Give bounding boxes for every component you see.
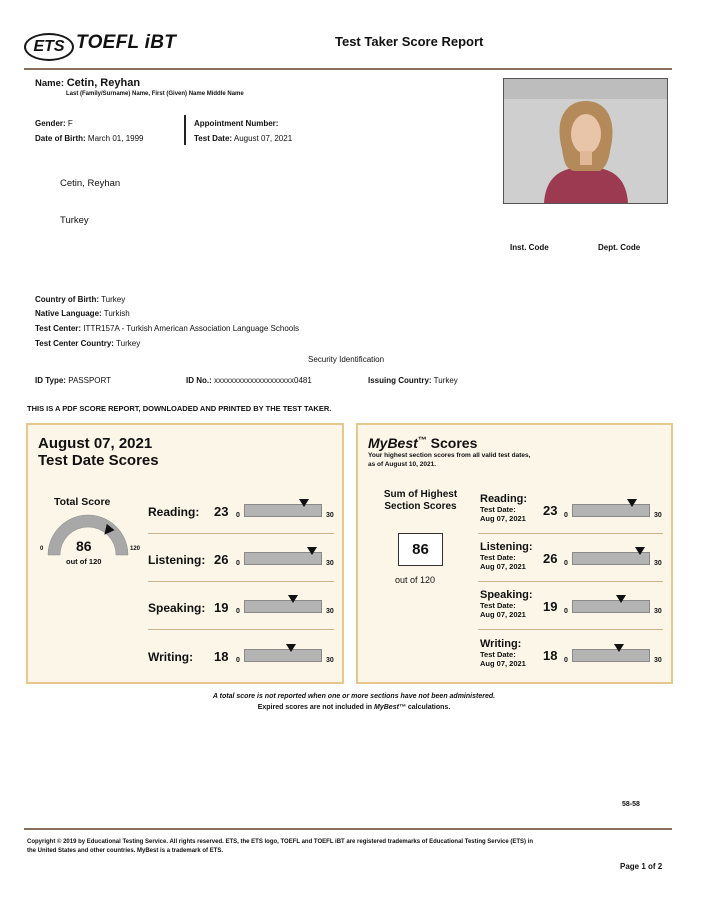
- sum-label-line1: Sum of Highest: [383, 489, 458, 500]
- section-score: 23: [214, 504, 229, 519]
- appointment-label: Appointment Number:: [194, 119, 279, 128]
- test-center-country-row: [35, 339, 140, 348]
- ets-logo: ETS: [24, 33, 74, 61]
- score-marker: [614, 644, 624, 652]
- section-test-date-label: Test Date:: [480, 553, 516, 562]
- test-date-label: Test Date:: [194, 134, 233, 143]
- gauge-max-label: 120: [130, 546, 141, 552]
- section-name: Reading:: [480, 493, 528, 505]
- country-of-birth-row: [35, 295, 125, 304]
- row-divider: [478, 581, 663, 582]
- total-score-label: Total Score: [54, 496, 111, 508]
- name-label: Name:: [35, 78, 65, 89]
- section-test-date-label: Test Date:: [480, 650, 516, 659]
- scale-max-label: 30: [654, 657, 662, 664]
- candidate-photo: [503, 78, 668, 204]
- section-test-date: Aug 07, 2021: [480, 562, 526, 571]
- country-of-birth-label: Country of Birth:: [35, 295, 99, 304]
- section-test-date-label: Test Date:: [480, 505, 516, 514]
- gender-row: [35, 119, 73, 128]
- note-line2: [0, 704, 708, 711]
- total-score-value: 86: [76, 538, 92, 554]
- score-marker: [299, 499, 309, 507]
- scale-min-label: 0: [236, 657, 240, 664]
- section-score: 19: [214, 600, 229, 615]
- row-divider: [148, 533, 334, 534]
- sum-out-of: out of 120: [395, 575, 436, 585]
- row-divider: [478, 629, 663, 630]
- score-marker: [627, 499, 637, 507]
- row-divider: [148, 629, 334, 630]
- issuing-country-label: Issuing Country:: [368, 376, 432, 385]
- native-language-value: Turkish: [103, 309, 130, 318]
- info-separator: [184, 115, 186, 145]
- candidate-photo-image: [504, 79, 667, 203]
- section-score: 23: [543, 503, 558, 518]
- total-score-out-of: out of 120: [66, 557, 102, 566]
- footer-divider: [24, 828, 672, 830]
- scale-min-label: 0: [564, 608, 568, 615]
- row-divider: [478, 533, 663, 534]
- issuing-country-row: [368, 376, 458, 385]
- dept-code-label: Dept. Code: [598, 243, 641, 252]
- security-heading: Security Identification: [308, 355, 385, 364]
- scale-max-label: 30: [326, 608, 334, 615]
- scale-min-label: 0: [236, 560, 240, 567]
- id-no-row: [186, 376, 312, 385]
- note-line2-pre: Expired scores are not included in: [257, 704, 375, 711]
- scale-max-label: 30: [326, 560, 334, 567]
- note-line1: A total score is not reported when one or more sections have not been administered.: [212, 693, 496, 700]
- test-date-heading: August 07, 2021: [38, 435, 153, 452]
- test-center-row: [35, 324, 299, 333]
- name-format-caption: Last (Family/Surname) Name, First (Given) Name Middle Name: [66, 91, 244, 97]
- mybest-brand: MyBest: [368, 435, 418, 451]
- section-name: Listening:: [148, 553, 206, 567]
- mybest-note-line1: Your highest section scores from all valid test dates,: [368, 452, 531, 459]
- scale-min-label: 0: [564, 512, 568, 519]
- scale-max-label: 30: [654, 608, 662, 615]
- address-country: Turkey: [60, 215, 89, 226]
- section-name: Speaking:: [480, 589, 533, 601]
- test-center-country-value: Turkey: [116, 339, 141, 348]
- mybest-scores-panel: [356, 423, 673, 684]
- toefl-ibt-logo: TOEFL iBT: [76, 32, 177, 53]
- copyright-line2: the United States and other countries. MyBest is a trademark of ETS.: [27, 848, 224, 854]
- gender-label: Gender:: [35, 119, 66, 128]
- section-name: Writing:: [148, 650, 194, 664]
- score-bar: [572, 504, 650, 517]
- address-name: Cetin, Reyhan: [60, 178, 121, 189]
- scale-max-label: 30: [654, 560, 662, 567]
- scale-max-label: 30: [654, 512, 662, 519]
- sum-value-box: 86: [398, 533, 443, 566]
- scale-max-label: 30: [326, 657, 334, 664]
- id-type-label: ID Type:: [35, 376, 66, 385]
- score-bar: [572, 649, 650, 662]
- id-type-value: PASSPORT: [68, 376, 112, 385]
- sum-label-line2: Section Scores: [384, 501, 457, 512]
- section-name: Listening:: [480, 541, 533, 553]
- test-date-scores-panel: [26, 423, 344, 684]
- copyright-line1: Copyright © 2019 by Educational Testing Service. All rights reserved. ETS, the ETS logo, TOEFL and TOEFL iBT are registered trademarks of Educational Testing Service (ETS) in: [27, 839, 533, 845]
- page-indicator: Page 1 of 2: [620, 862, 663, 871]
- section-name: Reading:: [148, 505, 200, 519]
- score-marker: [635, 547, 645, 555]
- mybest-title: [368, 435, 477, 451]
- section-name: Speaking:: [148, 601, 206, 615]
- score-bar: [244, 649, 322, 662]
- name-value: Cetin, Reyhan: [66, 77, 141, 89]
- section-score: 18: [543, 648, 558, 663]
- score-bar: [572, 600, 650, 613]
- score-marker: [286, 644, 296, 652]
- id-type-row: [35, 376, 111, 385]
- section-score: 26: [214, 552, 229, 567]
- inst-code-label: Inst. Code: [510, 243, 549, 252]
- score-bar: [244, 600, 322, 613]
- mybest-note-line2: as of August 10, 2021.: [368, 461, 437, 468]
- test-date-value: August 07, 2021: [233, 134, 293, 143]
- section-score: 18: [214, 649, 229, 664]
- name-row: [35, 77, 140, 89]
- section-name: Writing:: [480, 638, 522, 650]
- section-test-date: Aug 07, 2021: [480, 610, 526, 619]
- score-bar: [244, 504, 322, 517]
- native-language-label: Native Language:: [35, 309, 102, 318]
- mybest-tm: ™: [417, 435, 427, 445]
- id-no-label: ID No.:: [186, 376, 212, 385]
- section-test-date-label: Test Date:: [480, 601, 516, 610]
- dob-row: [35, 134, 144, 143]
- row-divider: [148, 581, 334, 582]
- scale-min-label: 0: [236, 608, 240, 615]
- test-center-label: Test Center:: [35, 324, 82, 333]
- native-language-row: [35, 309, 130, 318]
- section-test-date: Aug 07, 2021: [480, 659, 526, 668]
- mybest-title-rest: Scores: [426, 435, 478, 451]
- scale-min-label: 0: [236, 512, 240, 519]
- scale-max-label: 30: [326, 512, 334, 519]
- section-test-date: Aug 07, 2021: [480, 514, 526, 523]
- note-line2-post: calculations.: [405, 704, 451, 711]
- test-date-scores-subtitle: Test Date Scores: [38, 452, 159, 469]
- gender-value: F: [67, 119, 73, 128]
- country-of-birth-value: Turkey: [101, 295, 126, 304]
- score-marker: [288, 595, 298, 603]
- dob-label: Date of Birth:: [35, 134, 86, 143]
- issuing-country-value: Turkey: [433, 376, 458, 385]
- dob-value: March 01, 1999: [87, 134, 144, 143]
- gauge-min-label: 0: [40, 546, 44, 552]
- score-marker: [307, 547, 317, 555]
- pdf-notice: THIS IS A PDF SCORE REPORT, DOWNLOADED AND PRINTED BY THE TEST TAKER.: [27, 404, 332, 413]
- report-title: Test Taker Score Report: [335, 34, 484, 49]
- sum-label: [373, 489, 468, 513]
- test-center-country-label: Test Center Country:: [35, 339, 114, 348]
- header-divider: [24, 68, 672, 70]
- score-marker: [616, 595, 626, 603]
- test-date-row: [194, 134, 292, 143]
- scale-min-label: 0: [564, 560, 568, 567]
- section-score: 19: [543, 599, 558, 614]
- form-code: 58-58: [622, 801, 640, 808]
- test-center-value: ITTR157A - Turkish American Association Language Schools: [83, 324, 299, 333]
- section-score: 26: [543, 551, 558, 566]
- scale-min-label: 0: [564, 657, 568, 664]
- id-no-value: xxxxxxxxxxxxxxxxxxxx0481: [214, 376, 312, 385]
- note-line2-brand: MyBest™: [374, 704, 406, 711]
